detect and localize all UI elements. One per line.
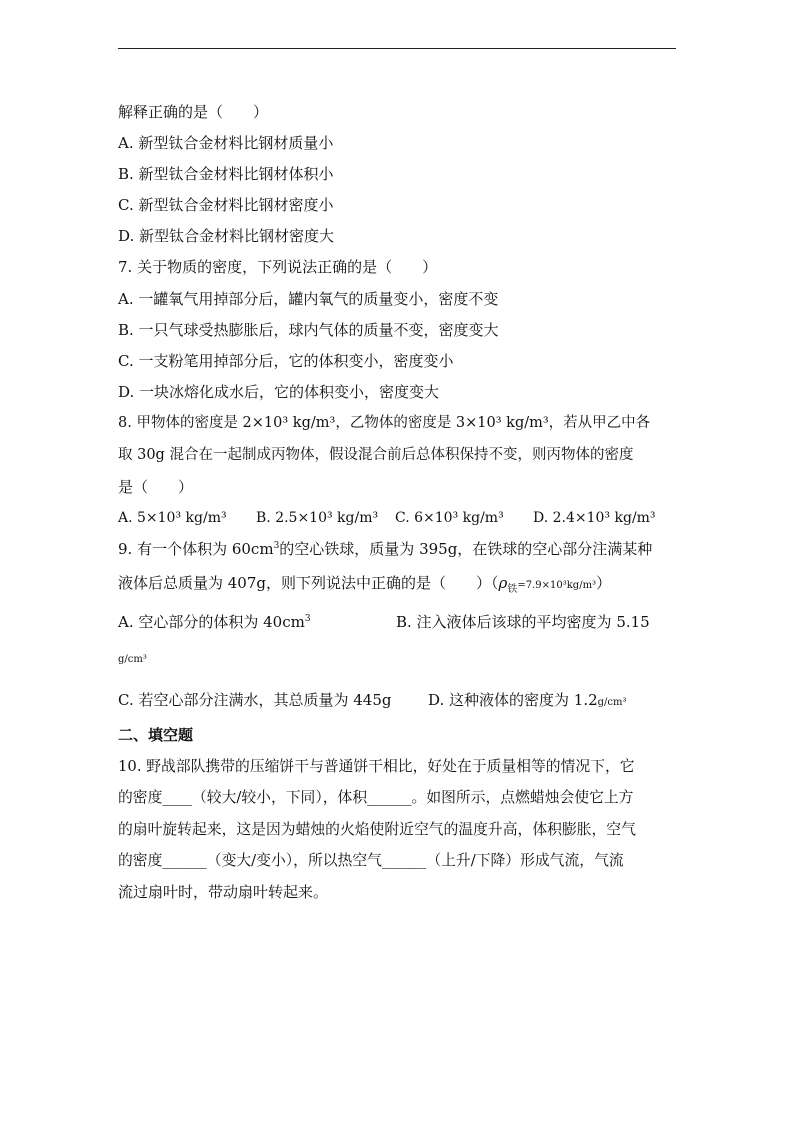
cubic-superscript: 3 <box>273 541 280 551</box>
q8-option-c: C. 6×10³ kg/m³ <box>395 510 504 526</box>
q9-text-b: 的空心铁球，质量为 395g，在铁球的空心部分注满某种 <box>279 540 653 558</box>
q9-text-c: 液体后总质量为 407g，则下列说法中正确的是（ ）（ <box>118 574 499 592</box>
section-2-heading: 二、填空题 <box>118 726 194 744</box>
q6-option-b: B. 新型钛合金材料比钢材体积小 <box>118 165 334 183</box>
q6-option-a: A. 新型钛合金材料比钢材质量小 <box>118 134 334 152</box>
question-10-line-5: 流过扇叶时，带动扇叶转起来。 <box>118 883 329 901</box>
q9-option-b: B. 注入液体后该球的平均密度为 5.15 <box>396 613 650 631</box>
question-8-line-2: 取 30g 混合在一起制成丙物体，假设混合前后总体积保持不变，则丙物体的密度 <box>118 447 634 463</box>
header-rule <box>118 48 676 49</box>
q7-option-d: D. 一块冰熔化成水后，它的体积变小，密度变大 <box>118 383 440 401</box>
q9-option-d-text: D. 这种液体的密度为 1.2 <box>428 691 598 709</box>
q9-close-paren: ） <box>596 574 612 592</box>
q8-option-b: B. 2.5×10³ kg/m³ <box>256 510 379 526</box>
q6-option-d: D. 新型钛合金材料比钢材密度大 <box>118 227 335 245</box>
q9-text-a: 9. 有一个体积为 60cm <box>118 540 274 558</box>
iron-density-value: =7.9×10³kg/m³ <box>517 580 597 591</box>
question-6-tail: 解释正确的是（ ） <box>118 103 269 121</box>
question-8-line-1: 8. 甲物体的密度是 2×10³ kg/m³，乙物体的密度是 3×10³ kg/m³，若从甲乙中各 <box>118 415 651 431</box>
question-10-line-1: 10. 野战部队携带的压缩饼干与普通饼干相比，好处在于质量相等的情况下，它 <box>118 758 635 775</box>
question-7: 7. 关于物质的密度，下列说法正确的是（ ） <box>118 258 438 276</box>
q9-option-c: C. 若空心部分注满水，其总质量为 445g <box>118 691 392 709</box>
q6-option-c: C. 新型钛合金材料比钢材密度小 <box>118 196 334 214</box>
q9-option-a <box>118 612 311 632</box>
q9-option-a-text: A. 空心部分的体积为 40cm <box>118 613 305 631</box>
rho-symbol: ρ <box>498 574 508 592</box>
question-9-line-1 <box>118 539 652 559</box>
q9-option-d-unit: g/cm³ <box>597 697 627 708</box>
question-9-line-2 <box>118 573 611 600</box>
q7-option-a: A. 一罐氧气用掉部分后，罐内氧气的质量变小，密度不变 <box>118 290 499 308</box>
q9-option-d <box>428 690 627 713</box>
q8-option-d: D. 2.4×10³ kg/m³ <box>533 510 656 526</box>
cubic-superscript: 3 <box>304 614 311 624</box>
question-10-line-2: 的密度____（较大/较小，下同），体积______。如图所示，点燃蜡烛会使它上方 <box>118 789 634 806</box>
q7-option-c: C. 一支粉笔用掉部分后，它的体积变小，密度变小 <box>118 352 454 370</box>
q7-option-b: B. 一只气球受热膨胀后，球内气体的质量不变，密度变大 <box>118 321 499 339</box>
question-10-line-4: 的密度______（变大/变小），所以热空气______（上升/下降）形成气流，气流 <box>118 852 624 869</box>
question-10-line-3: 的扇叶旋转起来，这是因为蜡烛的火焰使附近空气的温度升高，体积膨胀，空气 <box>118 821 636 838</box>
q8-option-a: A. 5×10³ kg/m³ <box>118 510 227 526</box>
q9-option-b-unit: g/cm³ <box>118 654 147 665</box>
rho-subscript: 铁 <box>507 584 518 595</box>
question-8-line-3: 是（ ） <box>118 478 194 496</box>
